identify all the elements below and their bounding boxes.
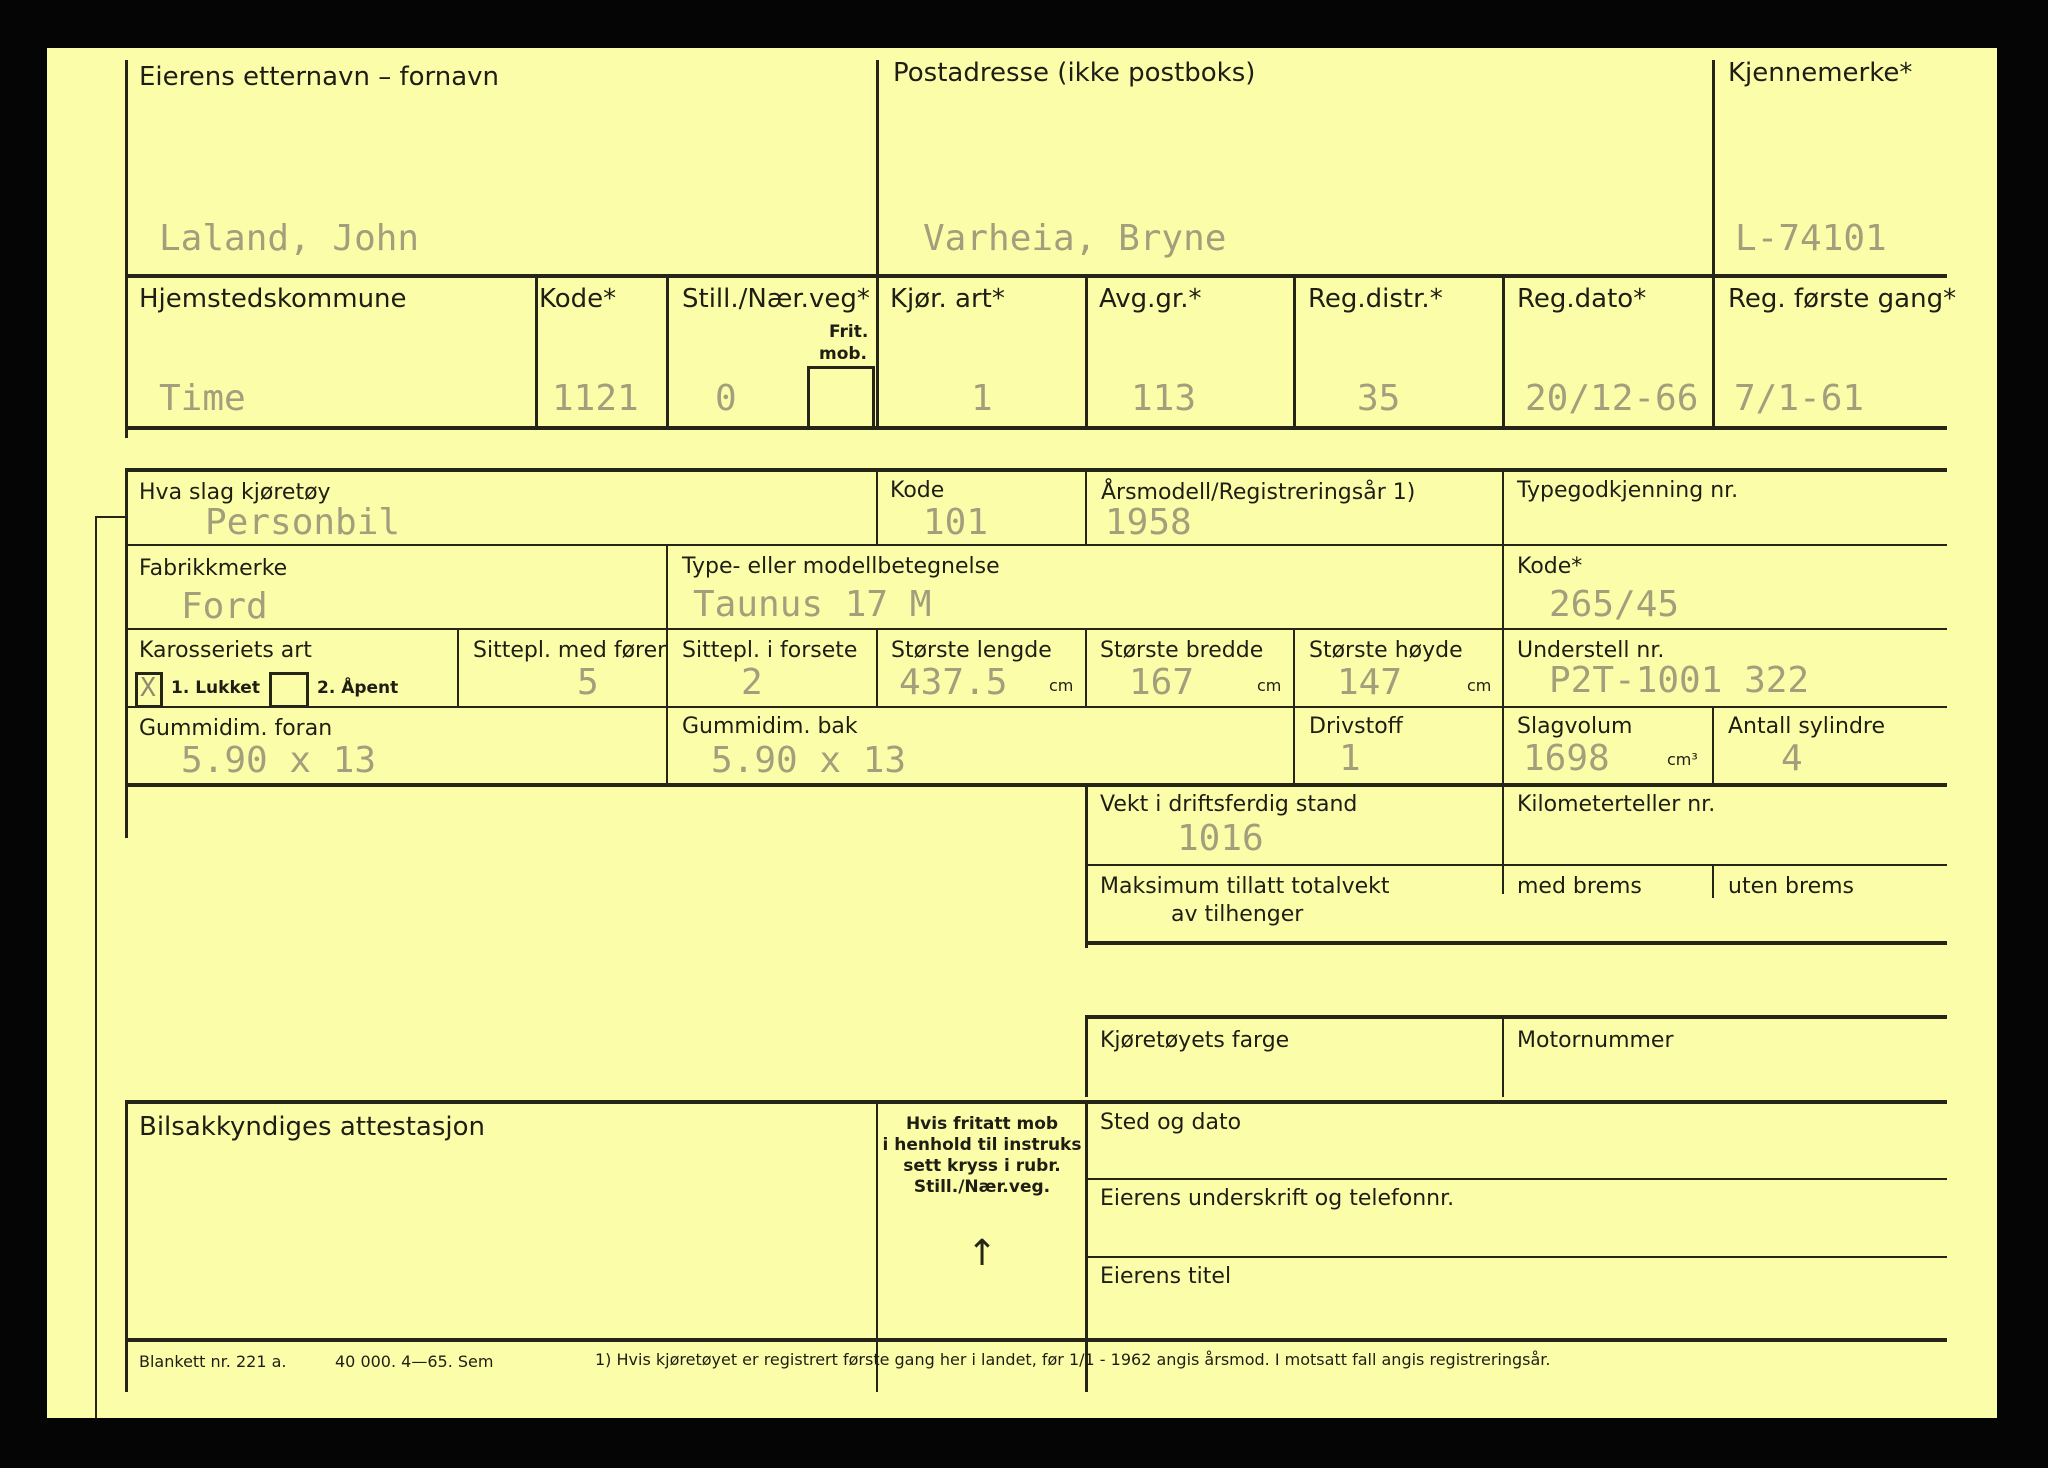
vehicle-row1-line xyxy=(125,544,1947,546)
length-unit: cm xyxy=(1049,676,1074,695)
vehicle-row3-line xyxy=(125,706,1947,708)
weight-label: Vekt i driftsferdig stand xyxy=(1100,792,1358,817)
seats-label: Sittepl. med fører xyxy=(473,638,667,663)
attest-bottom-line xyxy=(125,1338,1947,1342)
seats-value: 5 xyxy=(577,662,599,703)
without-brakes-label: uten brems xyxy=(1728,874,1854,899)
vehicle-bottom-line xyxy=(125,783,1947,787)
address-label: Postadresse (ikke postboks) xyxy=(893,58,1256,88)
reg-distr-label: Reg.distr.* xyxy=(1308,284,1443,314)
length-value: 437.5 xyxy=(899,662,1008,703)
footnote: 1) Hvis kjøretøyet er registrert første gang her i landet, før 1/1 - 1962 angis årsmod. I motsatt fall angis registreringsår. xyxy=(595,1350,1551,1369)
code-label: Kode* xyxy=(539,284,617,314)
body-option2-label: 2. Åpent xyxy=(317,678,399,698)
fuel-label: Drivstoff xyxy=(1309,714,1403,739)
attest-row1-line xyxy=(1085,1178,1947,1180)
arrow-up-icon: ↑ xyxy=(967,1233,998,1274)
frit-mob-box xyxy=(807,366,875,427)
brakes-divider xyxy=(1712,866,1714,898)
attest-note-3: sett kryss i rubr. xyxy=(903,1156,1061,1176)
divider-regfirst xyxy=(1712,276,1715,428)
tyre-front-value: 5.90 x 13 xyxy=(181,740,377,781)
divider-kode xyxy=(535,276,538,428)
vehicle-type-value: Personbil xyxy=(205,502,401,543)
print-info: 40 000. 4—65. Sem xyxy=(335,1352,494,1371)
body-option2-checkbox[interactable] xyxy=(269,672,309,708)
avg-gr-label: Avg.gr.* xyxy=(1099,284,1202,314)
divider-regdato xyxy=(1502,276,1505,428)
v-div-seats xyxy=(457,630,459,708)
attest-note-1: Hvis fritatt mob xyxy=(905,1114,1059,1134)
typegodkj-label: Typegodkjenning nr. xyxy=(1517,478,1739,503)
displacement-label: Slagvolum xyxy=(1517,714,1633,739)
weight-mid-line xyxy=(1502,786,1504,894)
height-label: Største høyde xyxy=(1309,638,1463,663)
attest-top-line xyxy=(125,1100,1947,1104)
height-value: 147 xyxy=(1337,662,1403,703)
v-div-length xyxy=(876,630,878,708)
with-brakes-label: med brems xyxy=(1517,874,1642,899)
address-value: Varheia, Bryne xyxy=(923,218,1227,259)
attest-row2-line xyxy=(1085,1256,1947,1258)
divider-still xyxy=(666,276,669,428)
avg-gr-value: 113 xyxy=(1131,378,1197,419)
attest-note-2: i henhold til instruks xyxy=(882,1135,1082,1155)
row1-bottom-line xyxy=(125,274,1947,278)
weight-left-line xyxy=(1085,786,1088,948)
left-border-top xyxy=(125,60,128,438)
v-div-height xyxy=(1293,630,1295,786)
tyre-rear-label: Gummidim. bak xyxy=(682,714,858,739)
plate-label: Kjennemerke* xyxy=(1728,58,1913,88)
year-value: 1958 xyxy=(1105,502,1192,543)
attest-div-note xyxy=(876,1102,878,1392)
front-seats-label: Sittepl. i forsete xyxy=(682,638,858,663)
owner-name-label: Eierens etternavn – fornavn xyxy=(139,62,500,92)
left-margin-line xyxy=(95,516,97,1418)
fuel-value: 1 xyxy=(1339,738,1361,779)
v-div-width xyxy=(1085,630,1087,708)
attest-left-line xyxy=(125,1102,128,1392)
engine-label: Motornummer xyxy=(1517,1028,1674,1053)
width-unit: cm xyxy=(1257,676,1282,695)
model-value: Taunus 17 M xyxy=(693,584,932,625)
municipality-label: Hjemstedskommune xyxy=(139,284,407,314)
cylinders-value: 4 xyxy=(1781,738,1803,779)
max-weight-label-2: av tilhenger xyxy=(1171,902,1304,927)
width-value: 167 xyxy=(1129,662,1195,703)
attest-title: Bilsakkyndiges attestasjon xyxy=(139,1112,485,1142)
v-div-typegodkj xyxy=(1502,470,1504,788)
registration-card xyxy=(47,48,1997,1418)
chassis-value: P2T-1001 322 xyxy=(1549,660,1810,701)
body-option1-label: 1. Lukket xyxy=(171,678,260,698)
signature-label: Eierens underskrift og telefonnr. xyxy=(1100,1186,1455,1211)
municipality-value: Time xyxy=(159,378,246,419)
displacement-unit: cm³ xyxy=(1667,750,1698,769)
owner-name-value: Laland, John xyxy=(159,218,420,259)
vehicle-type-label: Hva slag kjøretøy xyxy=(139,480,331,505)
reg-first-value: 7/1-61 xyxy=(1734,378,1865,419)
divider-name-address xyxy=(876,60,879,282)
reg-first-label: Reg. første gang* xyxy=(1728,284,1957,314)
v-div-year xyxy=(1085,470,1087,546)
attest-note-4: Still./Nær.veg. xyxy=(913,1177,1051,1197)
attest-div-sign xyxy=(1085,1102,1088,1392)
make-label: Fabrikkmerke xyxy=(139,556,288,581)
color-mid-line xyxy=(1502,1017,1504,1097)
max-weight-label-1: Maksimum tillatt totalvekt xyxy=(1100,874,1390,899)
front-seats-value: 2 xyxy=(741,662,763,703)
plate-value: L-74101 xyxy=(1735,218,1887,259)
color-label: Kjøretøyets farge xyxy=(1100,1028,1290,1053)
vehicle-kode-label: Kode xyxy=(890,478,945,503)
v-div-cylinders xyxy=(1712,708,1714,786)
margin-tick xyxy=(95,516,125,518)
cylinders-label: Antall sylindre xyxy=(1728,714,1886,739)
place-date-label: Sted og dato xyxy=(1100,1110,1242,1135)
model-kode-label: Kode* xyxy=(1517,554,1583,579)
width-label: Største bredde xyxy=(1100,638,1264,663)
kjor-art-value: 1 xyxy=(971,378,993,419)
model-label: Type- eller modellbetegnelse xyxy=(682,554,1000,579)
frit-label: Frit. xyxy=(829,322,869,342)
weight-value: 1016 xyxy=(1177,818,1264,859)
kjor-art-label: Kjør. art* xyxy=(890,284,1005,314)
color-top-line xyxy=(1085,1015,1947,1019)
code-value: 1121 xyxy=(552,378,639,419)
still-value: 0 xyxy=(715,378,737,419)
owner-title-label: Eierens titel xyxy=(1100,1264,1232,1289)
weight-row-line xyxy=(1085,864,1947,866)
divider-kjorart xyxy=(876,276,879,428)
length-label: Største lengde xyxy=(891,638,1052,663)
divider-regdistr xyxy=(1293,276,1296,428)
year-label: Årsmodell/Registreringsår 1) xyxy=(1101,480,1416,505)
odometer-label: Kilometerteller nr. xyxy=(1517,792,1716,817)
weight-bottom-line xyxy=(1085,941,1947,945)
reg-distr-value: 35 xyxy=(1357,378,1401,419)
form-number: Blankett nr. 221 a. xyxy=(139,1352,287,1371)
reg-dato-value: 20/12-66 xyxy=(1525,378,1699,419)
chassis-label: Understell nr. xyxy=(1517,638,1665,663)
divider-avggr xyxy=(1085,276,1088,428)
still-label: Still./Nær.veg* xyxy=(682,284,870,314)
color-left-line xyxy=(1085,1017,1088,1097)
divider-address-plate xyxy=(1712,60,1715,282)
v-div-make xyxy=(666,546,668,786)
tyre-rear-value: 5.90 x 13 xyxy=(711,740,907,781)
model-kode-value: 265/45 xyxy=(1549,584,1680,625)
vehicle-row2-line xyxy=(125,628,1947,630)
v-div-kode xyxy=(876,470,878,546)
reg-dato-label: Reg.dato* xyxy=(1517,284,1647,314)
mob-label: mob. xyxy=(819,344,868,364)
make-value: Ford xyxy=(181,586,268,627)
body-option1-mark: X xyxy=(140,673,156,703)
row2-bottom-line xyxy=(125,426,1947,430)
height-unit: cm xyxy=(1467,676,1492,695)
tyre-front-label: Gummidim. foran xyxy=(139,716,333,741)
vehicle-top-line xyxy=(125,468,1947,472)
body-label: Karosseriets art xyxy=(139,638,312,663)
vehicle-kode-value: 101 xyxy=(923,502,989,543)
displacement-value: 1698 xyxy=(1523,738,1610,779)
